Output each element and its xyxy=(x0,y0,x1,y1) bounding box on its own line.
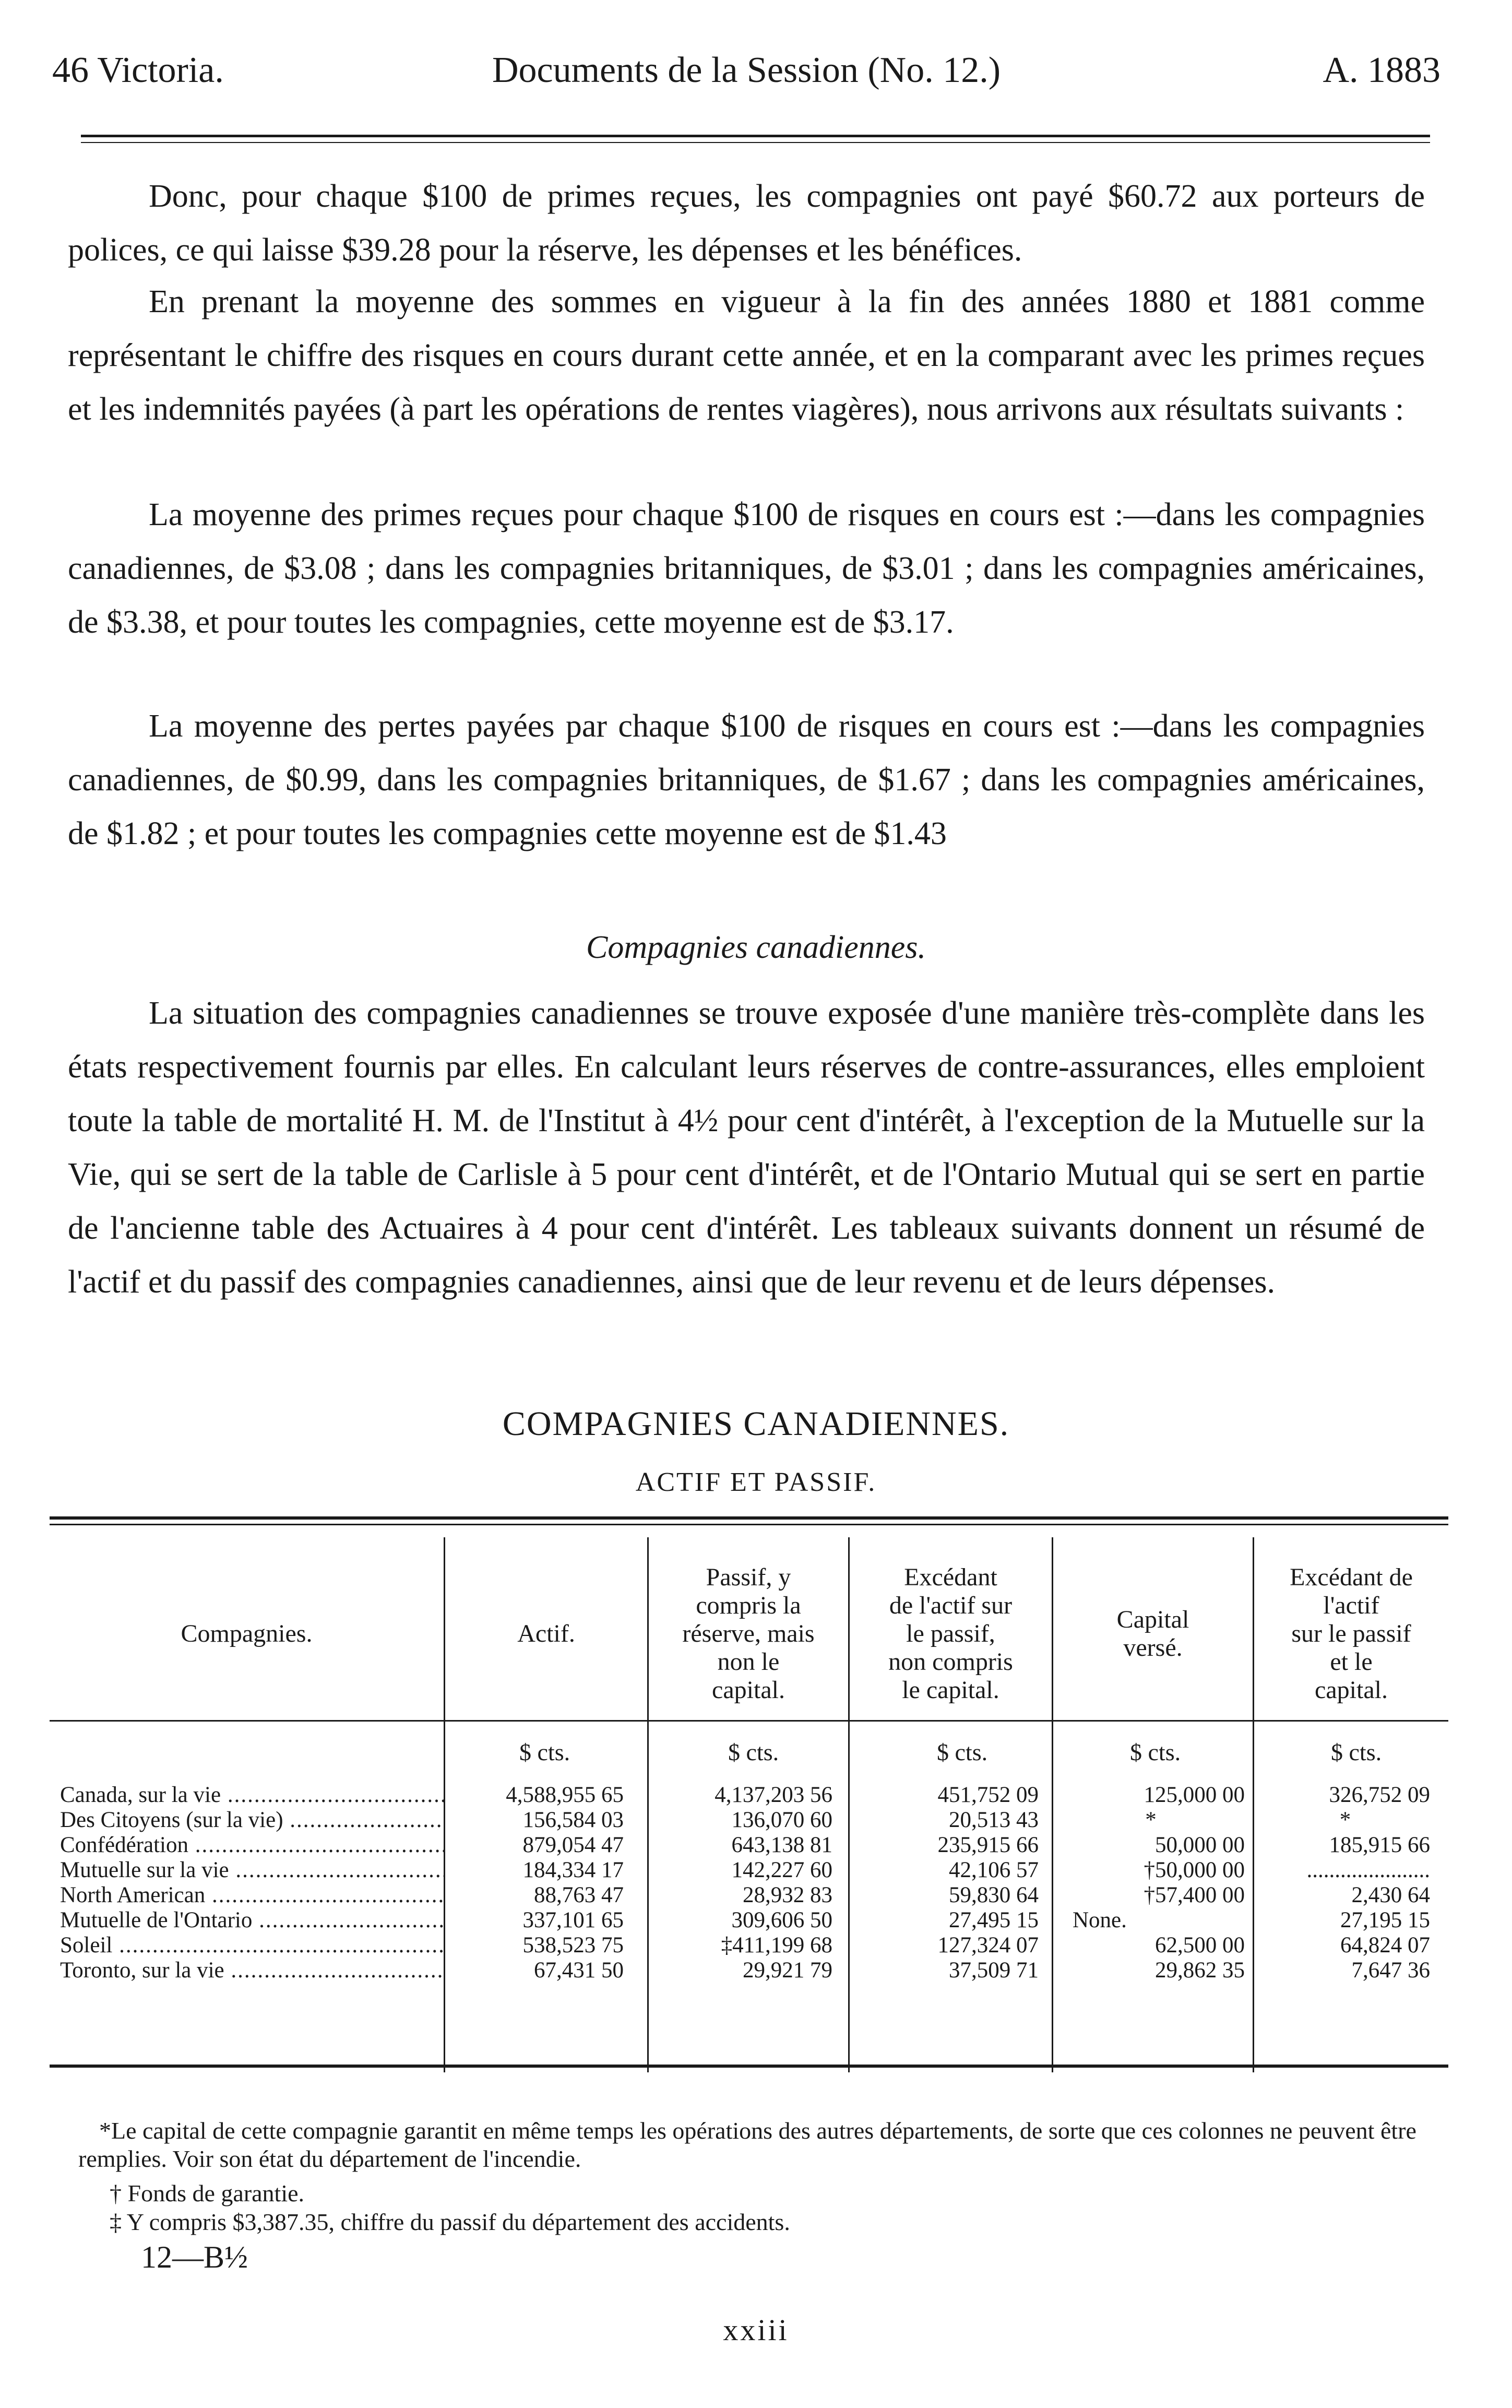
cell-excedant: 451,752 09 xyxy=(937,1783,1039,1807)
cell-passif: 28,932 83 xyxy=(743,1883,832,1907)
cell-excedant-capital: 64,824 07 xyxy=(1340,1933,1430,1958)
cell-excedant-capital: * xyxy=(1339,1808,1351,1832)
table-row xyxy=(50,1783,1448,1808)
header-title: Documents de la Session (No. 12.) xyxy=(492,50,1001,90)
cell-excedant: 27,495 15 xyxy=(949,1908,1039,1932)
header-excedant-passif: Excédant de l'actif sur le passif, non compris le capital. xyxy=(888,1563,1013,1704)
cell-excedant-capital: 185,915 66 xyxy=(1329,1833,1430,1857)
cell-actif: 184,334 17 xyxy=(522,1858,624,1882)
cell-actif: 88,763 47 xyxy=(534,1883,624,1907)
header-actif: Actif. xyxy=(517,1620,575,1647)
assets-liabilities-table xyxy=(50,1516,1448,2075)
table-title: COMPAGNIES CANADIENNES. xyxy=(502,1405,1010,1443)
header-year: A. 1883 xyxy=(1323,50,1440,90)
section-heading: Compagnies canadiennes. xyxy=(586,930,926,965)
company-name: Toronto, sur la vie ..... xyxy=(60,1958,444,1983)
cell-passif: ‡411,199 68 xyxy=(721,1933,832,1958)
cell-capital: †57,400 00 xyxy=(1144,1883,1245,1907)
page-number: xxiii xyxy=(723,2313,789,2347)
cell-actif: 538,523 75 xyxy=(522,1933,624,1958)
header-compagnies: Compagnies. xyxy=(181,1620,313,1647)
cell-capital: 125,000 00 xyxy=(1144,1783,1245,1807)
unit-label: $ cts. xyxy=(728,1739,779,1765)
cell-excedant-capital: ...................... xyxy=(1306,1858,1430,1882)
header-bottom-rule xyxy=(50,1720,1448,1722)
cell-actif: 67,431 50 xyxy=(534,1958,624,1983)
footnote-double-dagger: ‡ Y compris $3,387.35, chiffre du passif du département des accidents. xyxy=(110,2209,790,2235)
cell-passif: 142,227 60 xyxy=(731,1858,832,1882)
company-name: Confédération ..... xyxy=(60,1833,444,1858)
footnote-asterisk: *Le capital de cette compagnie garantit en même temps les opérations des autres départements, de sorte que ces colonnes ne peuvent être remplies. Voir son état du département de l'incendie. xyxy=(78,2117,1416,2172)
paragraph-1: Donc, pour chaque $100 de primes reçues, les compagnies ont payé $60.72 aux porteurs de polices, ce qui laisse $39.28 pour la réserve, les dépenses et les bénéfices. xyxy=(68,179,1425,268)
header-rule-thin xyxy=(81,142,1430,143)
unit-label: $ cts. xyxy=(519,1739,570,1765)
header-volume: 46 Victoria. xyxy=(52,50,224,90)
table-top-rule xyxy=(50,1516,1448,1520)
cell-actif: 156,584 03 xyxy=(522,1808,624,1832)
table-row xyxy=(50,1808,1448,1833)
table-row xyxy=(50,1958,1448,1983)
cell-capital: 29,862 35 xyxy=(1155,1958,1245,1983)
cell-excedant-capital: 326,752 09 xyxy=(1329,1783,1430,1807)
cell-excedant: 127,324 07 xyxy=(937,1933,1039,1958)
cell-actif: 879,054 47 xyxy=(522,1833,624,1857)
cell-actif: 337,101 65 xyxy=(522,1908,624,1932)
unit-label: $ cts. xyxy=(1130,1739,1181,1765)
cell-capital: * xyxy=(1145,1808,1157,1832)
signature-mark: 12—B½ xyxy=(141,2240,248,2274)
table-row xyxy=(50,1833,1448,1858)
unit-label: $ cts. xyxy=(1331,1739,1382,1765)
paragraph-2: En prenant la moyenne des sommes en vigueur à la fin des années 1880 et 1881 comme représentant le chiffre des risques en cours durant cette année, et en la comparant avec les primes reçues et les indemnités payées (à part les opérations de rentes viagères), nous arrivons aux résultats suivants : xyxy=(68,284,1425,427)
company-name: Des Citoyens (sur la vie) ..... xyxy=(60,1808,444,1833)
cell-excedant-capital: 27,195 15 xyxy=(1340,1908,1430,1932)
cell-passif: 643,138 81 xyxy=(731,1833,832,1857)
table-row xyxy=(50,1908,1448,1933)
running-header xyxy=(52,47,1440,94)
table-top-rule-thin xyxy=(50,1524,1448,1525)
cell-capital: †50,000 00 xyxy=(1144,1858,1245,1882)
header-passif: Passif, y compris la réserve, mais non le capital. xyxy=(682,1563,815,1704)
cell-passif: 136,070 60 xyxy=(731,1808,832,1832)
cell-excedant-capital: 2,430 64 xyxy=(1351,1883,1430,1907)
table-bottom-rule xyxy=(50,2065,1448,2068)
cell-excedant: 59,830 64 xyxy=(949,1883,1039,1907)
company-name: Mutuelle de l'Ontario ..... xyxy=(60,1908,444,1933)
paragraph-5: La situation des compagnies canadiennes se trouve exposée d'une manière très-complète dans les états respectivement fournis par elles. En calculant leurs réserves de contre-assurances, elles emploient toute la table de mortalité H. M. de l'Institut à 4½ pour cent d'intérêt, à l'exception de la Mutuelle sur la Vie, qui se sert de la table de Carlisle à 5 pour cent d'intérêt, et de l'Ontario Mutual qui se sert en partie de l'ancienne table des Actuaires à 4 pour cent d'intérêt. Les tableaux suivants donnent un résumé de l'actif et du passif des compagnies canadiennes, ainsi que de leur revenu et de leurs dépenses. xyxy=(68,995,1425,1300)
table-row xyxy=(50,1858,1448,1883)
cell-passif: 309,606 50 xyxy=(731,1908,832,1932)
cell-excedant: 235,915 66 xyxy=(937,1833,1039,1857)
header-excedant-capital: Excédant de l'actif sur le passif et le capital. xyxy=(1290,1563,1413,1704)
company-name: Soleil ..... xyxy=(60,1933,444,1958)
cell-excedant: 20,513 43 xyxy=(949,1808,1039,1832)
cell-excedant: 42,106 57 xyxy=(949,1858,1039,1882)
company-name: Mutuelle sur la vie ..... xyxy=(60,1858,444,1883)
cell-excedant-capital: 7,647 36 xyxy=(1351,1958,1430,1983)
paragraph-3: La moyenne des primes reçues pour chaque $100 de risques en cours est :—dans les compagnies canadiennes, de $3.08 ; dans les compagnies britanniques, de $3.01 ; dans les compagnies américaines, de $3.38, et pour toutes les compagnies, cette moyenne est de $3.17. xyxy=(68,497,1425,640)
cell-passif: 4,137,203 56 xyxy=(715,1783,832,1807)
table-row xyxy=(50,1883,1448,1908)
company-name: Canada, sur la vie ..... xyxy=(60,1783,444,1808)
cell-capital: 62,500 00 xyxy=(1155,1933,1245,1958)
unit-row xyxy=(50,1738,1448,1770)
header-rule-thick xyxy=(81,135,1430,137)
cell-capital: 50,000 00 xyxy=(1155,1833,1245,1857)
header-capital-verse: Capital versé. xyxy=(1116,1606,1189,1662)
cell-passif: 29,921 79 xyxy=(743,1958,832,1983)
company-name: North American ..... xyxy=(60,1883,444,1908)
unit-label: $ cts. xyxy=(937,1739,988,1765)
paragraph-4: La moyenne des pertes payées par chaque $100 de risques en cours est :—dans les compagnies canadiennes, de $0.99, dans les compagnies britanniques, de $1.67 ; dans les compagnies américaines, de $1.82 ; et pour toutes les compagnies cette moyenne est de $1.43 xyxy=(68,708,1425,851)
table-row xyxy=(50,1933,1448,1958)
cell-excedant: 37,509 71 xyxy=(949,1958,1039,1983)
cell-capital: None. xyxy=(1073,1908,1127,1932)
table-subtitle: ACTIF ET PASSIF. xyxy=(635,1467,877,1497)
cell-actif: 4,588,955 65 xyxy=(506,1783,624,1807)
footnote-dagger: † Fonds de garantie. xyxy=(110,2180,305,2207)
